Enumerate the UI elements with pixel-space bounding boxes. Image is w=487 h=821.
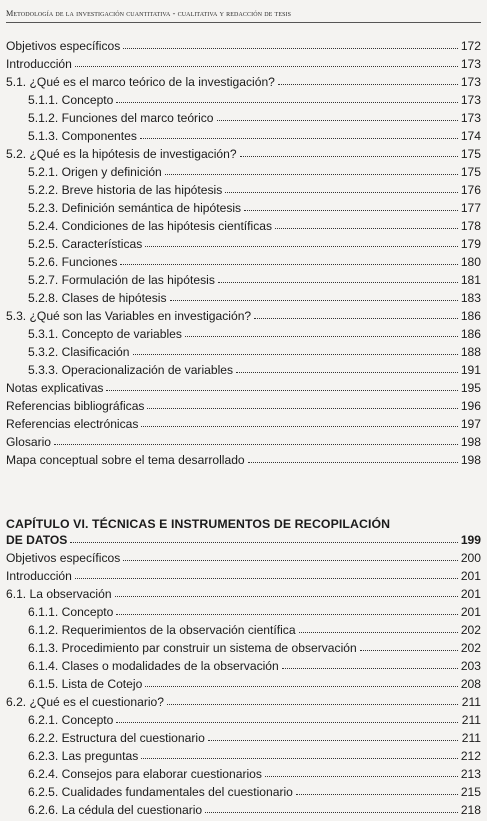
toc-entry-page: 180	[460, 255, 481, 269]
dot-leader	[217, 120, 458, 121]
dot-leader	[205, 812, 458, 813]
toc-entry-title: 6.1.1. Concepto	[28, 605, 114, 619]
dot-leader	[299, 632, 458, 633]
toc-entry-title: 5.3.1. Concepto de variables	[28, 327, 182, 341]
dot-leader	[123, 48, 458, 49]
toc-section-chapter-5	[6, 39, 481, 471]
toc-entry[interactable]	[6, 677, 481, 695]
dot-leader	[116, 614, 457, 615]
dot-leader	[116, 722, 458, 723]
toc-entry[interactable]	[6, 605, 481, 623]
dot-leader	[70, 542, 457, 543]
chapter-page-number: 199	[460, 533, 481, 547]
toc-entry[interactable]	[6, 345, 481, 363]
toc-entry[interactable]	[6, 417, 481, 435]
dot-leader	[244, 210, 458, 211]
toc-entry[interactable]	[6, 767, 481, 785]
toc-entry-title: 5.1.2. Funciones del marco teórico	[28, 111, 214, 125]
dot-leader	[185, 336, 458, 337]
toc-entry[interactable]	[6, 75, 481, 93]
toc-entry-title: 6.2.1. Concepto	[28, 713, 114, 727]
toc-entry[interactable]	[6, 201, 481, 219]
toc-entry[interactable]	[6, 327, 481, 345]
dot-leader	[147, 408, 457, 409]
toc-entry-title: Introducción	[6, 569, 72, 583]
toc-entry-title: 5.3. ¿Qué son las Variables en investigación?	[6, 309, 252, 323]
toc-entry[interactable]	[6, 453, 481, 471]
toc-entry[interactable]	[6, 713, 481, 731]
toc-entry-title: Glosario	[6, 435, 52, 449]
toc-entry-page: 201	[460, 569, 481, 583]
chapter-heading-continuation: DE DATOS	[6, 533, 68, 547]
toc-entry-title: 5.3.3. Operacionalización de variables	[28, 363, 234, 377]
dot-leader	[145, 686, 458, 687]
toc-entry[interactable]	[6, 731, 481, 749]
dot-leader	[167, 704, 458, 705]
toc-entry-title: 6.1.4. Clases o modalidades de la observación	[28, 659, 279, 673]
header-rule	[6, 22, 481, 23]
toc-entry-title: Referencias electrónicas	[6, 417, 139, 431]
toc-entry-title: 5.2.1. Origen y definición	[28, 165, 162, 179]
toc-entry-title: 6.2.2. Estructura del cuestionario	[28, 731, 205, 745]
dot-leader	[225, 192, 458, 193]
toc-entry-page: 201	[460, 587, 481, 601]
toc-entry-title: 6.1.5. Lista de Cotejo	[28, 677, 143, 691]
dot-leader	[254, 318, 458, 319]
toc-entry[interactable]	[6, 749, 481, 767]
toc-entry-page: 173	[460, 57, 481, 71]
toc-entry-title: 5.2.4. Condiciones de las hipótesis científicas	[28, 219, 273, 233]
toc-entry-page: 183	[460, 291, 481, 305]
toc-entry[interactable]	[6, 641, 481, 659]
toc-entry[interactable]	[6, 273, 481, 291]
toc-entry[interactable]	[6, 399, 481, 417]
toc-entry-page: 211	[461, 713, 481, 727]
toc-entry[interactable]	[6, 111, 481, 129]
toc-entry-page: 198	[460, 453, 481, 467]
toc-entry-page: 212	[460, 749, 481, 763]
toc-entry-page: 213	[460, 767, 481, 781]
toc-entry-page: 215	[460, 785, 481, 799]
toc-entry-page: 173	[460, 111, 481, 125]
toc-entry-title: 6.1.2. Requerimientos de la observación científica	[28, 623, 296, 637]
toc-entry-title: 6.1.3. Procedimiento par construir un sistema de observación	[28, 641, 357, 655]
toc-entry-title: 5.2.3. Definición semántica de hipótesis	[28, 201, 242, 215]
dot-leader	[116, 102, 457, 103]
toc-entry-page: 200	[460, 551, 481, 565]
toc-entry-page: 197	[460, 417, 481, 431]
toc-entry[interactable]	[6, 363, 481, 381]
toc-entry-page: 175	[460, 165, 481, 179]
toc-entry[interactable]	[6, 237, 481, 255]
toc-entry-title: 5.1.1. Concepto	[28, 93, 114, 107]
toc-entry-page: 177	[460, 201, 481, 215]
toc-entry-title: Objetivos específicos	[6, 39, 121, 53]
toc-entry-page: 176	[460, 183, 481, 197]
toc-entry-page: 179	[460, 237, 481, 251]
toc-entry-title: 5.2.7. Formulación de las hipótesis	[28, 273, 215, 287]
dot-leader	[248, 462, 458, 463]
toc-entry[interactable]	[6, 93, 481, 111]
toc-entry[interactable]	[6, 219, 481, 237]
toc-entry[interactable]	[6, 803, 481, 821]
toc-entry[interactable]	[6, 165, 481, 183]
chapter-heading-entry[interactable]	[6, 533, 481, 551]
toc-entry[interactable]	[6, 695, 481, 713]
toc-entry[interactable]	[6, 623, 481, 641]
chapter-heading: CAPÍTULO VI. TÉCNICAS E INSTRUMENTOS DE RECOPILACIÓN	[6, 517, 391, 531]
toc-entry[interactable]	[6, 39, 481, 57]
toc-entry-title: 6.2. ¿Qué es el cuestionario?	[6, 695, 164, 709]
dot-leader	[115, 596, 458, 597]
toc-entry[interactable]	[6, 785, 481, 803]
dot-leader	[236, 372, 458, 373]
toc-entry-title: 5.2.6. Funciones	[28, 255, 118, 269]
toc-list	[6, 551, 481, 821]
toc-entry-title: 5.2.8. Clases de hipótesis	[28, 291, 167, 305]
toc-entry-title: 6.2.6. La cédula del cuestionario	[28, 803, 203, 817]
toc-entry-page: 173	[460, 75, 481, 89]
dot-leader	[106, 390, 457, 391]
toc-entry-page: 201	[460, 605, 481, 619]
toc-entry-page: 178	[460, 219, 481, 233]
dot-leader	[54, 444, 458, 445]
toc-entry-page: 202	[460, 641, 481, 655]
toc-entry[interactable]	[6, 435, 481, 453]
toc-entry-title: 5.3.2. Clasificación	[28, 345, 130, 359]
toc-entry-page: 188	[460, 345, 481, 359]
toc-entry[interactable]	[6, 587, 481, 605]
toc-entry[interactable]	[6, 551, 481, 569]
toc-entry-title: 5.2.2. Breve historia de las hipótesis	[28, 183, 223, 197]
toc-entry-title: 5.2. ¿Qué es la hipótesis de investigación?	[6, 147, 237, 161]
dot-leader	[240, 156, 458, 157]
toc-entry-title: 6.2.5. Cualidades fundamentales del cuestionario	[28, 785, 293, 799]
dot-leader	[75, 66, 458, 67]
toc-entry-page: 211	[461, 731, 481, 745]
dot-leader	[208, 740, 458, 741]
toc-entry-page: 208	[460, 677, 481, 691]
toc-entry[interactable]	[6, 57, 481, 75]
toc-entry[interactable]	[6, 147, 481, 165]
toc-entry-page: 202	[460, 623, 481, 637]
toc-entry-title: Referencias bibliográficas	[6, 399, 145, 413]
toc-entry-title: Notas explicativas	[6, 381, 104, 395]
toc-entry-page: 174	[460, 129, 481, 143]
toc-entry-title: Objetivos específicos	[6, 551, 121, 565]
toc-entry[interactable]	[6, 255, 481, 273]
toc-entry[interactable]	[6, 291, 481, 309]
toc-entry-page: 196	[460, 399, 481, 413]
toc-entry-page: 218	[460, 803, 481, 817]
toc-entry-title: Mapa conceptual sobre el tema desarrollado	[6, 453, 245, 467]
toc-entry-title: 6.2.4. Consejos para elaborar cuestionarios	[28, 767, 262, 781]
toc-entry-page: 173	[460, 93, 481, 107]
dot-leader	[275, 228, 458, 229]
running-head: Metodología de la investigación cuantitativa - cualitativa y redacción de tesis	[6, 9, 292, 18]
toc-entry-page: 181	[460, 273, 481, 287]
toc-entry-title: 5.2.5. Características	[28, 237, 143, 251]
toc-entry-page: 186	[460, 309, 481, 323]
toc-entry[interactable]	[6, 129, 481, 147]
toc-section-chapter-6	[6, 515, 481, 821]
dot-leader	[296, 794, 458, 795]
dot-leader	[360, 650, 458, 651]
toc-entry[interactable]	[6, 659, 481, 677]
toc-entry-page: 172	[460, 39, 481, 53]
toc-entry-title: Introducción	[6, 57, 72, 71]
dot-leader	[120, 264, 457, 265]
dot-leader	[282, 668, 458, 669]
toc-entry-title: 5.1. ¿Qué es el marco teórico de la investigación?	[6, 75, 275, 89]
dot-leader	[145, 246, 458, 247]
dot-leader	[170, 300, 458, 301]
dot-leader	[133, 354, 458, 355]
dot-leader	[278, 84, 458, 85]
toc-entry-page: 203	[460, 659, 481, 673]
toc-entry-page: 211	[461, 695, 481, 709]
toc-entry[interactable]	[6, 183, 481, 201]
toc-entry-page: 191	[460, 363, 481, 377]
dot-leader	[165, 174, 458, 175]
toc-entry-page: 175	[460, 147, 481, 161]
toc-entry-page: 186	[460, 327, 481, 341]
dot-leader	[218, 282, 458, 283]
toc-entry[interactable]	[6, 569, 481, 587]
toc-entry-page: 195	[460, 381, 481, 395]
dot-leader	[123, 560, 458, 561]
dot-leader	[141, 426, 457, 427]
dot-leader	[265, 776, 458, 777]
toc-entry-title: 5.1.3. Componentes	[28, 129, 137, 143]
toc-entry-title: 6.1. La observación	[6, 587, 112, 601]
toc-entry[interactable]	[6, 381, 481, 399]
dot-leader	[75, 578, 458, 579]
toc-entry[interactable]	[6, 309, 481, 327]
toc-entry-page: 198	[460, 435, 481, 449]
dot-leader	[141, 758, 458, 759]
toc-entry-title: 6.2.3. Las preguntas	[28, 749, 139, 763]
dot-leader	[140, 138, 458, 139]
